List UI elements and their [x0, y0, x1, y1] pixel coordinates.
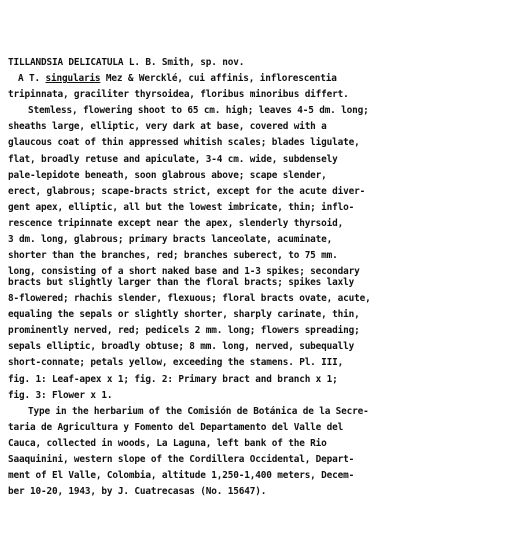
text-line [8, 372, 518, 388]
text-segment: sheaths large, elliptic, very dark at base, covered with a [8, 121, 327, 133]
text-segment: Cauca, collected in woods, La Laguna, left bank of the Rio [8, 437, 327, 449]
text-segment: gent apex, elliptic, all but the lowest imbricate, thin; inflo- [8, 201, 355, 213]
underlined-text: singularis [45, 73, 101, 85]
text-line [8, 119, 518, 135]
text-line [8, 168, 518, 184]
text-line [8, 323, 518, 339]
text-segment: Stemless, flowering shoot to 65 cm. high; leaves 4-5 dm. long; [28, 105, 369, 117]
text-segment: sepals elliptic, broadly obtuse; 8 mm. long, nerved, subequally [8, 341, 355, 353]
text-line [8, 216, 518, 232]
text-segment: glaucous coat of thin appressed whitish scales; blades ligulate, [8, 137, 360, 149]
text-segment: 8-flowered; rhachis slender, flexuous; floral bracts ovate, acute, [8, 293, 371, 305]
text-segment: A T. [18, 73, 46, 85]
text-segment: equaling the sepals or slightly shorter, sharply carinate, thin, [8, 309, 360, 321]
text-segment: prominently nerved, red; pedicels 2 mm. long; flowers spreading; [8, 325, 360, 337]
text-segment: shorter than the branches, red; branches suberect, to 75 mm. [8, 250, 338, 262]
text-line [8, 355, 518, 371]
text-segment: ment of El Valle, Colombia, altitude 1,250-1,400 meters, Decem- [8, 470, 355, 482]
text-line [8, 339, 518, 355]
text-segment: Saaquinini, western slope of the Cordillera Occidental, Depart- [8, 454, 355, 466]
text-segment: pale-lepidote beneath, soon glabrous above; scape slender, [8, 169, 327, 181]
text-segment: fig. 1: Leaf-apex x 1; fig. 2: Primary bract and branch x 1; [8, 373, 338, 385]
text-segment: Mez & Wercklé, cui affinis, inflorescentia [100, 73, 337, 85]
text-line [8, 291, 518, 307]
text-segment: rescence tripinnate except near the apex, slenderly thyrsoid, [8, 217, 344, 229]
text-segment: taria de Agricultura y Fomento del Departamento del Valle del [8, 421, 344, 433]
text-segment: ber 10-20, 1943, by J. Cuatrecasas (No. 15647). [8, 486, 267, 498]
text-segment: TILLANDSIA DELICATULA L. B. Smith, sp. nov. [8, 57, 245, 68]
text-segment: fig. 3: Flower x 1. [8, 389, 113, 401]
text-line [8, 152, 518, 168]
text-line [8, 248, 518, 264]
paragraph-2 [8, 275, 518, 500]
text-line [8, 71, 518, 87]
text-segment: flat, broadly retuse and apiculate, 3-4 cm. wide, subdensely [8, 153, 338, 165]
text-line [8, 404, 518, 420]
text-segment: long, consisting of a short naked base and 1-3 spikes; secondary [8, 266, 360, 278]
text-line [8, 200, 518, 216]
text-line [8, 420, 518, 436]
text-segment: tripinnata, graciliter thyrsoidea, floribus minoribus differt. [8, 89, 349, 101]
text-segment: 3 dm. long, glabrous; primary bracts lanceolate, acuminate, [8, 234, 333, 246]
text-segment: erect, glabrous; scape-bracts strict, except for the acute diver- [8, 185, 366, 197]
text-line [8, 184, 518, 200]
text-line [8, 275, 518, 291]
paragraph-1 [8, 55, 518, 280]
text-line [8, 307, 518, 323]
text-segment: Type in the herbarium of the Comisión de Botánica de la Secre- [28, 405, 369, 417]
text-line [8, 484, 518, 500]
text-line [8, 232, 518, 248]
text-line [8, 87, 518, 103]
text-segment: bracts but slightly larger than the floral bracts; spikes laxly [8, 277, 355, 288]
text-segment: short-connate; petals yellow, exceeding the stamens. Pl. III, [8, 357, 344, 369]
text-line [8, 436, 518, 452]
text-line [8, 55, 518, 71]
text-line [8, 103, 518, 119]
text-line [8, 388, 518, 404]
text-line [8, 135, 518, 151]
text-line [8, 452, 518, 468]
text-line [8, 468, 518, 484]
